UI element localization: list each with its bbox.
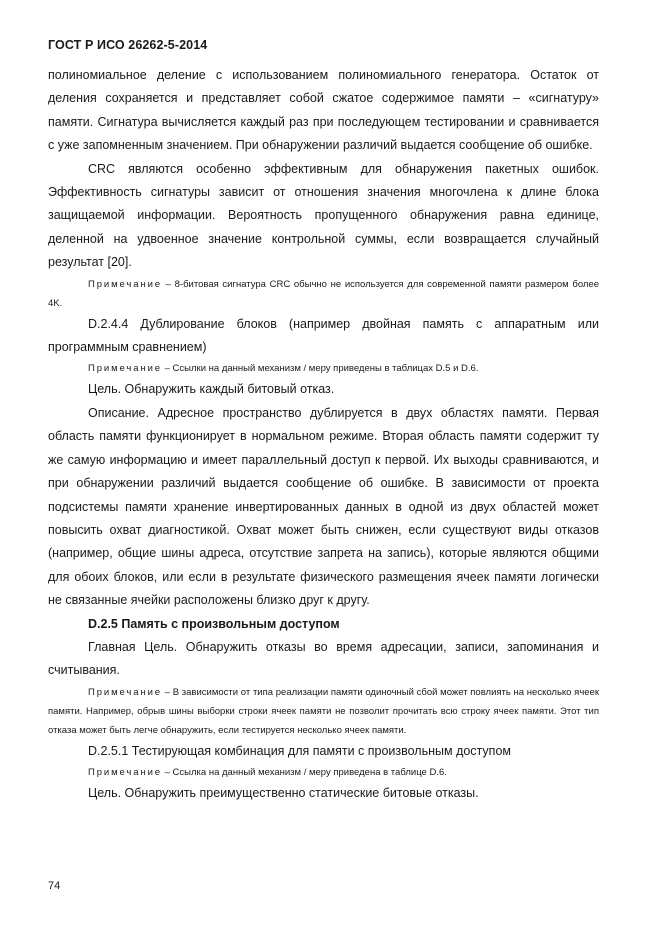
note bbox=[48, 763, 599, 782]
note bbox=[48, 683, 599, 740]
note-label: Примечание bbox=[88, 686, 162, 698]
document-header: ГОСТ Р ИСО 26262-5-2014 bbox=[48, 38, 208, 52]
note-text: – Ссылка на данный механизм / меру приведена в таблице D.6. bbox=[162, 767, 447, 779]
note-label: Примечание bbox=[88, 278, 162, 290]
subsection-heading: D.2.4.4 Дублирование блоков (например двойная память с аппаратным или программным сравнением) bbox=[48, 316, 599, 355]
paragraph: полиномиальное деление с использованием полиномиального генератора. Остаток от деления сохраняется и представляет собой сжатое содержимое памяти – «сигнатуру» памяти. Сигнатура вычисляется каждый раз при последующем тестировании и сравнивается с уже запомненным значением. При обнаружении различий выдается сообщение об ошибке. bbox=[48, 68, 599, 153]
paragraph: Описание. Адресное пространство дублируется в двух областях памяти. Первая область памяти функционирует в нормальном режиме. Вторая область памяти содержит ту же самую информацию и имеет параллельный доступ к первой. Их выходы сравниваются, и при обнаружении различий выдается сообщение об ошибке. В зависимости от проекта подсистемы памяти хранение инвертированных данных в одной из двух областей может повысить охват диагностикой. Охват может быть снижен, если существуют виды отказов (например, общие шины адреса, отсутствие запрета на запись), которые являются общими для обоих блоков, или если в результате физического размещения ячеек памяти логически не связанные ячейки расположены близко друг к другу. bbox=[48, 405, 599, 608]
note bbox=[48, 275, 599, 313]
subsection-heading: D.2.5.1 Тестирующая комбинация для памяти с произвольным доступом bbox=[88, 743, 511, 758]
paragraph: Цель. Обнаружить преимущественно статические битовые отказы. bbox=[88, 786, 479, 801]
note-text: – 8-битовая сигнатура CRC обычно не используется для современной памяти размером более 4K. bbox=[48, 278, 599, 309]
document-page bbox=[48, 38, 599, 806]
note-label: Примечание bbox=[88, 363, 162, 375]
note-label: Примечание bbox=[88, 767, 162, 779]
page-number: 74 bbox=[48, 880, 61, 892]
note-text: – Ссылки на данный механизм / меру приведены в таблицах D.5 и D.6. bbox=[162, 363, 479, 375]
paragraph: CRC являются особенно эффективным для обнаружения пакетных ошибок. Эффективность сигнатуры зависит от отношения значения многочлена к длине блока защищаемой информации. Вероятность пропущенного обнаружения равна единице, деленной на удвоенное значение контрольной суммы, если возвращается случайный результат [20]. bbox=[48, 161, 599, 270]
note-text: – В зависимости от типа реализации памяти одиночный сбой может повлиять на несколько ячеек памяти. Например, обрыв шины выборки строки ячеек памяти не позволит прочитать всю строку ячеек памяти. Этот тип отказа может быть легче обнаружить, если тестируется несколько ячеек памяти. bbox=[48, 686, 599, 736]
paragraph: Цель. Обнаружить каждый битовый отказ. bbox=[88, 382, 335, 397]
note bbox=[48, 359, 599, 378]
paragraph: Главная Цель. Обнаружить отказы во время адресации, записи, запоминания и считывания. bbox=[48, 639, 599, 678]
section-heading: D.2.5 Память с произвольным доступом bbox=[88, 616, 340, 631]
